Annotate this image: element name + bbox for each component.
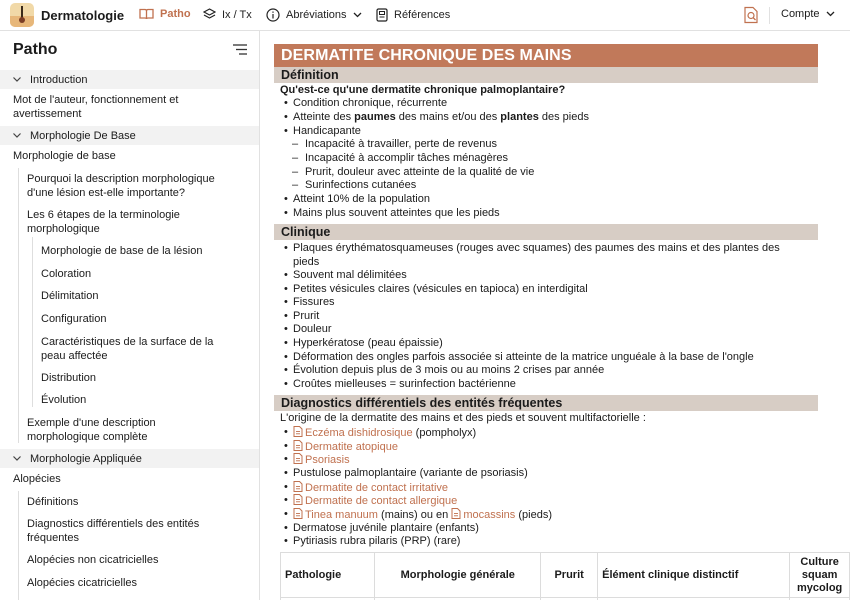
bullet: •	[284, 494, 288, 506]
definition-item: Condition chronique, récurrente	[293, 97, 448, 109]
sidebar-item-configuration[interactable]: Configuration	[41, 313, 107, 325]
clinique-item: Déformation des ongles parfois associée si atteinte de la matrice unguéale à la base de l'ongle	[293, 351, 754, 363]
bullet: •	[284, 440, 288, 452]
clinique-item: Évolution depuis plus de 3 mois ou au moins 2 crises par année	[293, 364, 605, 376]
link-psoriasis[interactable]: Psoriasis	[293, 454, 350, 466]
app-logo-icon[interactable]	[10, 3, 34, 27]
search-document-icon[interactable]	[743, 6, 760, 27]
link-contact-allergique[interactable]: Dermatite de contact allergique	[293, 495, 457, 507]
nav-patho-label: Patho	[160, 8, 191, 20]
bullet: •	[284, 125, 288, 137]
table-header-cell: Morphologie générale	[375, 553, 541, 598]
bullet: •	[284, 111, 288, 123]
tree-guide	[32, 237, 33, 407]
open-book-icon	[139, 8, 154, 20]
dash: –	[292, 152, 299, 164]
account-menu[interactable]	[781, 8, 835, 20]
sidebar-item-6-etapes[interactable]: Les 6 étapes de la terminologie morphologique	[27, 209, 180, 235]
sidebar	[0, 31, 260, 600]
bullet: •	[284, 269, 288, 281]
definition-question: Qu'est-ce qu'une dermatite chronique palmoplantaire?	[280, 84, 566, 96]
diagnostic-item: Pytiriasis rubra pilaris (PRP) (rare)	[293, 535, 461, 547]
top-divider	[769, 7, 770, 24]
sidebar-item-exemple[interactable]: Exemple d'une description morphologique complète	[27, 417, 156, 443]
document-icon	[293, 508, 303, 519]
definition-item: Atteinte des paumes des mains et/ou des plantes des pieds	[293, 111, 589, 123]
table-header-row	[281, 553, 850, 598]
diagnostic-item: Eczéma dishidrosique (pompholyx)	[293, 426, 476, 441]
chevron-down-icon	[13, 133, 21, 138]
nav-references-label: Références	[394, 9, 451, 21]
definition-subitem: Surinfections cutanées	[305, 179, 417, 191]
bullet: •	[284, 97, 288, 109]
bullet: •	[284, 193, 288, 205]
document-icon	[293, 426, 303, 437]
tree-guide	[18, 168, 19, 443]
sidebar-item-definitions[interactable]: Définitions	[27, 496, 79, 508]
table-header-cell: Élément clinique distinctif	[598, 553, 790, 598]
diagnostic-item	[293, 494, 457, 509]
document-icon	[293, 494, 303, 505]
main-content	[261, 31, 850, 600]
article-title: DERMATITE CHRONIQUE DES MAINS	[274, 44, 818, 67]
diagnostic-item	[293, 453, 350, 468]
sidebar-item-delimitation[interactable]: Délimitation	[41, 290, 99, 302]
bullet: •	[284, 426, 288, 438]
sidebar-item-distribution[interactable]: Distribution	[41, 372, 97, 384]
bullet: •	[284, 378, 288, 390]
section-morphologie-de-base[interactable]	[0, 126, 259, 145]
bullet: •	[284, 296, 288, 308]
nav-references[interactable]	[376, 8, 450, 22]
link-tinea-manuum[interactable]: Tinea manuum	[293, 509, 378, 521]
sidebar-item-cicatricielles[interactable]: Alopécies cicatricielles	[27, 577, 138, 589]
definition-item: Atteint 10% de la population	[293, 193, 430, 205]
bullet: •	[284, 207, 288, 219]
nav-abbreviations[interactable]	[266, 8, 362, 22]
clinique-item: Petites vésicules claires (vésicules en tapioca) en interdigital	[293, 283, 588, 295]
dash: –	[292, 166, 299, 178]
sidebar-item-evolution[interactable]: Évolution	[41, 394, 87, 406]
chevron-down-icon	[13, 456, 21, 461]
link-dermatite-atopique[interactable]: Dermatite atopique	[293, 441, 398, 453]
sidebar-item-morphologie-de-base[interactable]: Morphologie de base	[13, 150, 116, 162]
bullet: •	[284, 242, 288, 254]
link-eczema[interactable]: Eczéma dishidrosique	[293, 427, 413, 439]
definition-subitem: Incapacité à accomplir tâches ménagères	[305, 152, 508, 164]
bullet: •	[284, 323, 288, 335]
sidebar-item-coloration[interactable]: Coloration	[41, 268, 92, 280]
diagnostic-item: Pustulose palmoplantaire (variante de psoriasis)	[293, 467, 528, 479]
diagnostics-intro: L'origine de la dermatite des mains et des pieds et souvent multifactorielle :	[280, 412, 646, 424]
definition-subitem: Incapacité à travailler, perte de revenus	[305, 138, 498, 150]
diagnostic-item: Dermatose juvénile plantaire (enfants)	[293, 522, 479, 534]
sidebar-item-morphologie-lesion[interactable]: Morphologie de base de la lésion	[41, 245, 203, 257]
clinique-item: Prurit	[293, 310, 320, 322]
chevron-down-icon	[13, 77, 21, 82]
section-introduction-label: Introduction	[30, 73, 88, 86]
differential-table	[280, 552, 850, 600]
bullet: •	[284, 364, 288, 376]
nav-patho[interactable]	[139, 8, 191, 20]
definition-item: Mains plus souvent atteintes que les pieds	[293, 207, 500, 219]
bullet: •	[284, 522, 288, 534]
heading-definition: Définition	[274, 67, 818, 83]
section-morphologie-appliquee-label: Morphologie Appliquée	[30, 452, 142, 465]
document-icon	[293, 481, 303, 492]
bullet: •	[284, 467, 288, 479]
sidebar-item-pourquoi[interactable]: Pourquoi la description morphologique d'une lésion est-elle importante?	[27, 173, 215, 199]
bullet: •	[284, 351, 288, 363]
document-icon	[451, 508, 461, 519]
link-mocassins[interactable]: mocassins	[451, 509, 515, 521]
info-circle-icon	[266, 8, 280, 22]
bullet: •	[284, 481, 288, 493]
app-name[interactable]: Dermatologie	[41, 8, 125, 23]
section-morphologie-appliquee[interactable]	[0, 449, 259, 468]
bullet: •	[284, 453, 288, 465]
document-icon	[293, 440, 303, 451]
heading-diagnostics: Diagnostics différentiels des entités fréquentes	[274, 395, 818, 411]
bullet: •	[284, 310, 288, 322]
nav-ix-tx-label: Ix / Tx	[222, 8, 252, 21]
sidebar-item-surface[interactable]: Caractéristiques de la surface de la peau affectée	[41, 336, 214, 362]
account-label: Compte	[781, 8, 820, 20]
diagnostic-item: Tinea manuum (mains) ou en mocassins (pieds)	[293, 508, 552, 523]
nav-ix-tx[interactable]	[203, 8, 252, 21]
link-contact-irritative[interactable]: Dermatite de contact irritative	[293, 482, 448, 494]
clinique-item: Souvent mal délimitées	[293, 269, 407, 281]
definition-item: Handicapante	[293, 125, 361, 137]
clinique-item: Hyperkératose (peau épaissie)	[293, 337, 443, 349]
tree-guide	[18, 491, 19, 600]
clinique-item: Plaques érythématosquameuses (rouges avec squames) des paumes des mains et des plantes des pieds	[293, 242, 780, 268]
sidebar-title: Patho	[13, 41, 58, 58]
bullet: •	[284, 508, 288, 520]
chevron-down-icon	[353, 12, 362, 18]
nav-abbreviations-label: Abréviations	[286, 9, 347, 21]
table-header-cell: Prurit	[541, 553, 598, 598]
clinique-item: Fissures	[293, 296, 335, 308]
dash: –	[292, 138, 299, 150]
table-header-cell: Culture squam mycolog	[790, 553, 850, 598]
clinique-item: Douleur	[293, 323, 332, 335]
dash: –	[292, 179, 299, 191]
sidebar-item-non-cicatricielles[interactable]: Alopécies non cicatricielles	[27, 554, 159, 566]
sidebar-item-diagnostics[interactable]: Diagnostics différentiels des entités fréquentes	[27, 518, 200, 544]
bullet: •	[284, 535, 288, 547]
bullet: •	[284, 283, 288, 295]
document-icon	[376, 8, 388, 22]
document-icon	[293, 453, 303, 464]
clinique-item: Croûtes mielleuses = surinfection bactérienne	[293, 378, 516, 390]
section-introduction[interactable]	[0, 70, 259, 89]
sidebar-item-alopecies[interactable]: Alopécies	[13, 473, 61, 485]
bullet: •	[284, 337, 288, 349]
layers-icon	[203, 8, 216, 21]
heading-clinique: Clinique	[274, 224, 818, 240]
sidebar-item-author[interactable]: Mot de l'auteur, fonctionnement et avertissement	[13, 94, 179, 120]
table-header-cell: Pathologie	[281, 553, 375, 598]
section-morphologie-de-base-label: Morphologie De Base	[30, 129, 136, 142]
top-bar	[0, 0, 850, 31]
chevron-down-icon	[826, 11, 835, 17]
definition-subitem: Prurit, douleur avec atteinte de la qualité de vie	[305, 166, 535, 178]
menu-icon[interactable]	[233, 44, 247, 58]
